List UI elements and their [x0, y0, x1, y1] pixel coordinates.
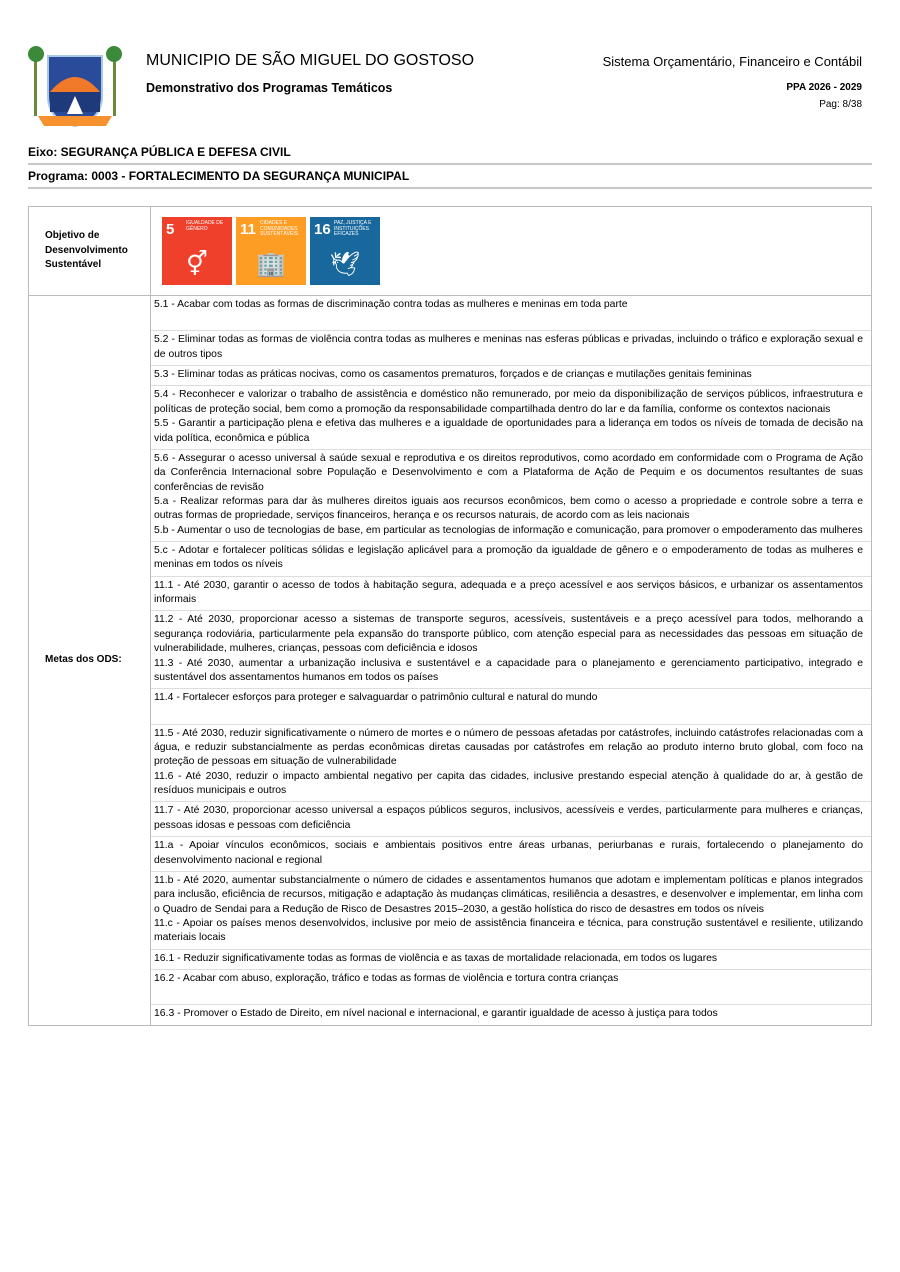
- meta-item: 5.3 - Eliminar todas as práticas nocivas, como os casamentos prematuros, forçados e de crianças e mutilações genitais femininas: [154, 369, 752, 381]
- meta-item: 5.4 - Reconhecer e valorizar o trabalho de assistência e doméstico não remunerado, por meio da disponibilização de serviços públicos, infraestrutura e políticas de proteção social, bem como a promoção da responsabilidade compartilhada dentro do lar e da família, conforme os contextos nacionais: [154, 389, 863, 415]
- meta-item: 11.2 - Até 2030, proporcionar acesso a sistemas de transporte seguros, acessíveis, sustentáveis e a preço acessível para todos, melhorando a segurança rodoviária, particularmente pela expansão do transporte público, com atenção especial para as necessidades das pessoas em situação de vulnerabilidade, mulheres, crianças, pessoas com deficiência e idosos: [154, 614, 863, 655]
- meta-item: 11.b - Até 2020, aumentar substancialmente o número de cidades e assentamentos humanos que adotam e implementam políticas e planos integrados para inclusão, eficiência de recursos, mitigação e adaptação às mudanças climáticas, resiliência a desastres, e desenvolver e implementar, em linha com o Quadro de Sendai para a Redução de Risco de Desastres 2015–2030, a gestão holística do risco de desastres em todos os níveis: [154, 874, 863, 915]
- meta-item: 5.5 - Garantir a participação plena e efetiva das mulheres e a igualdade de oportunidades para a liderança em todos os níveis de tomada de decisão na vida política, econômica e pública: [154, 418, 863, 444]
- divider: [28, 187, 872, 189]
- meta-item: 16.1 - Reduzir significativamente todas as formas de violência e as taxas de mortalidade relacionada, em todos os lugares: [154, 952, 718, 964]
- meta-group: [151, 296, 871, 331]
- meta-item: 5.c - Adotar e fortalecer políticas sólidas e legislação aplicável para a promoção da igualdade de gênero e o empoderamento de todas as mulheres e meninas em todos os níveis: [154, 545, 863, 571]
- municipal-coat-of-arms-logo: [28, 44, 122, 134]
- ods-number: 16: [314, 221, 331, 238]
- meta-group: [151, 872, 871, 950]
- meta-group: [151, 950, 871, 970]
- eixo-heading: Eixo: SEGURANÇA PÚBLICA E DEFESA CIVIL: [28, 145, 291, 159]
- ods-number: 5: [166, 221, 175, 238]
- metas-row: [29, 296, 871, 1025]
- meta-group: [151, 542, 871, 577]
- meta-group: [151, 577, 871, 612]
- page-number: Pag: 8/38: [819, 99, 862, 110]
- program-table: [28, 206, 872, 1026]
- meta-item: 11.7 - Até 2030, proporcionar acesso universal a espaços públicos seguros, inclusivos, acessíveis e verdes, particularmente para mulheres e crianças, pessoas idosas e pessoas com deficiência: [154, 805, 863, 831]
- ods-goal-16: [310, 217, 380, 285]
- city-icon: 🏢: [256, 251, 286, 278]
- ods-goal-5: [162, 217, 232, 285]
- programa-heading: Programa: 0003 - FORTALECIMENTO DA SEGURANÇA MUNICIPAL: [28, 169, 410, 183]
- meta-item: 11.4 - Fortalecer esforços para proteger e salvaguardar o patrimônio cultural e natural do mundo: [154, 692, 598, 704]
- meta-item: 16.3 - Promover o Estado de Direito, em nível nacional e internacional, e garantir igualdade de acesso à justiça para todos: [154, 1008, 718, 1020]
- meta-group: [151, 689, 871, 724]
- metas-label: Metas dos ODS:: [29, 296, 151, 1025]
- meta-group: [151, 331, 871, 366]
- ods-row: [29, 207, 871, 296]
- meta-item: 11.5 - Até 2030, reduzir significativamente o número de mortes e o número de pessoas afetadas por catástrofes, incluindo catástrofes relacionadas com a água, e reduzir substancialmente as perdas econômicas diretas causadas por catástrofes em relação ao produto interno bruto global, com foco na proteção de pessoas em situação de vulnerabilidade: [154, 727, 863, 768]
- municipality-name: MUNICIPIO DE SÃO MIGUEL DO GOSTOSO: [146, 52, 475, 69]
- meta-item: 11.3 - Até 2030, aumentar a urbanização inclusiva e sustentável e a capacidade para o planejamento e gerenciamento participativo, integrado e sustentável dos assentamentos humanos em todos os países: [154, 657, 863, 683]
- ppa-period: PPA 2026 - 2029: [786, 82, 862, 93]
- metas-list: [151, 296, 871, 1025]
- meta-group: [151, 802, 871, 837]
- meta-item: 5.1 - Acabar com todas as formas de discriminação contra todas as mulheres e meninas em toda parte: [154, 299, 628, 310]
- ods-icons: [151, 207, 380, 295]
- ods-label: Objetivo de Desenvolvimento Sustentável: [29, 207, 151, 295]
- meta-item: 5.2 - Eliminar todas as formas de violência contra todas as mulheres e meninas nas esferas públicas e privadas, incluindo o tráfico e exploração sexual e de outros tipos: [154, 334, 863, 360]
- meta-group: [151, 1005, 871, 1024]
- meta-item: 5.6 - Assegurar o acesso universal à saúde sexual e reprodutiva e os direitos reprodutivos, como acordado em conformidade com o Programa de Ação da Conferência Internacional sobre População e Desenvolvimento e com a Plataforma de Ação de Pequim e os documentos resultantes de suas conferências de revisão: [154, 452, 863, 493]
- dove-gavel-icon: 🕊: [329, 251, 361, 278]
- meta-group: [151, 450, 871, 542]
- meta-item: 5.a - Realizar reformas para dar às mulheres direitos iguais aos recursos econômicos, bem como o acesso a propriedade e controle sobre a terra e outras formas de propriedade, serviços financeiros, herança e os recursos naturais, de acordo com as leis nacionais: [154, 495, 863, 522]
- meta-group: [151, 366, 871, 386]
- ods-title: CIDADES E COMUNIDADES SUSTENTÁVEIS: [260, 220, 299, 237]
- meta-group: [151, 725, 871, 803]
- meta-group: [151, 386, 871, 449]
- meta-group: [151, 611, 871, 689]
- meta-item: 16.2 - Acabar com abuso, exploração, tráfico e todas as formas de violência e tortura contra crianças: [154, 973, 619, 985]
- meta-item: 5.b - Aumentar o uso de tecnologias de base, em particular as tecnologias de informação e comunicação, para promover o empoderamento das mulheres: [154, 524, 863, 536]
- ods-title: PAZ, JUSTIÇA E INSTITUIÇÕES EFICAZES: [334, 220, 372, 237]
- gender-equality-icon: ⚥: [186, 251, 208, 278]
- divider: [28, 163, 872, 165]
- meta-item: 11.6 - Até 2030, reduzir o impacto ambiental negativo per capita das cidades, inclusive prestando especial atenção à qualidade do ar, à gestão de resíduos municipais e outros: [154, 770, 863, 797]
- ods-title: IGUALDADE DE GÊNERO: [186, 220, 224, 232]
- ods-goal-11: [236, 217, 306, 285]
- ods-number: 11: [240, 221, 256, 238]
- report-title: Demonstrativo dos Programas Temáticos: [146, 81, 393, 95]
- meta-group: [151, 837, 871, 872]
- meta-item: 11.c - Apoiar os países menos desenvolvidos, inclusive por meio de assistência financeira e técnica, para construção sustentável e resiliente, utilizando materiais locais: [154, 917, 863, 944]
- meta-item: 11.a - Apoiar vínculos econômicos, sociais e ambientais positivos entre áreas urbanas, periurbanas e rurais, fortalecendo o planejamento do desenvolvimento nacional e regional: [154, 840, 863, 866]
- meta-item: 11.1 - Até 2030, garantir o acesso de todos à habitação segura, adequada e a preço acessível e aos serviços básicos, e urbanizar os assentamentos informais: [154, 579, 863, 606]
- meta-group: [151, 970, 871, 1005]
- system-name: Sistema Orçamentário, Financeiro e Contábil: [602, 54, 862, 69]
